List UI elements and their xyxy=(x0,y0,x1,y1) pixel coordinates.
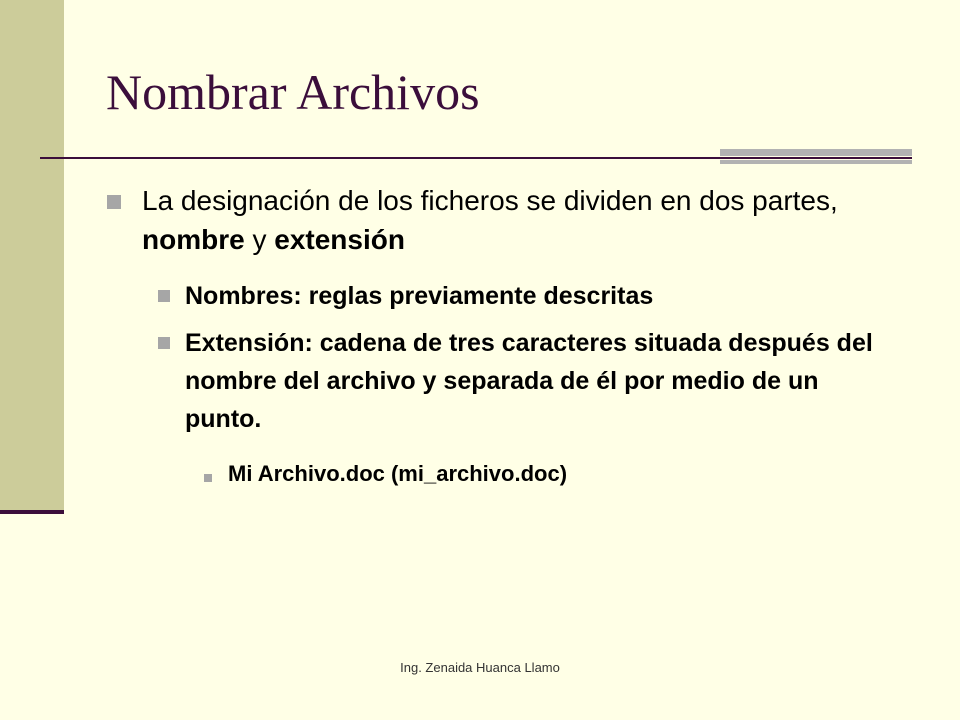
bullet-square-icon xyxy=(204,474,212,482)
bullet1-bold-extension: extensión xyxy=(274,224,405,255)
left-accent-bar xyxy=(0,0,64,510)
left-accent-bar-foot xyxy=(0,510,64,514)
sub-sub-bullet: Mi Archivo.doc (mi_archivo.doc) xyxy=(228,461,568,486)
title-rule-gray-top xyxy=(720,149,912,156)
bullet-square-icon xyxy=(107,195,121,209)
sub-bullet: Extensión: cadena de tres caracteres situada después del nombre del archivo y separada de él por medio de un punto. xyxy=(185,329,873,433)
bullet-level1 xyxy=(142,181,882,259)
sub-bullet: Nombres: reglas previamente descritas xyxy=(185,282,654,310)
bullet-square-icon xyxy=(158,290,170,302)
bullet1-text-a: La designación de los ficheros se dividen en dos partes, xyxy=(142,185,838,216)
slide-title: Nombrar Archivos xyxy=(106,64,480,120)
slide-footer: Ing. Zenaida Huanca Llamo xyxy=(400,660,560,675)
bullet1-bold-nombre: nombre xyxy=(142,224,245,255)
bullet-square-icon xyxy=(158,337,170,349)
bullet1-text-b: y xyxy=(244,224,275,255)
title-rule-line xyxy=(40,157,912,159)
title-rule-gray-bottom xyxy=(720,160,912,164)
